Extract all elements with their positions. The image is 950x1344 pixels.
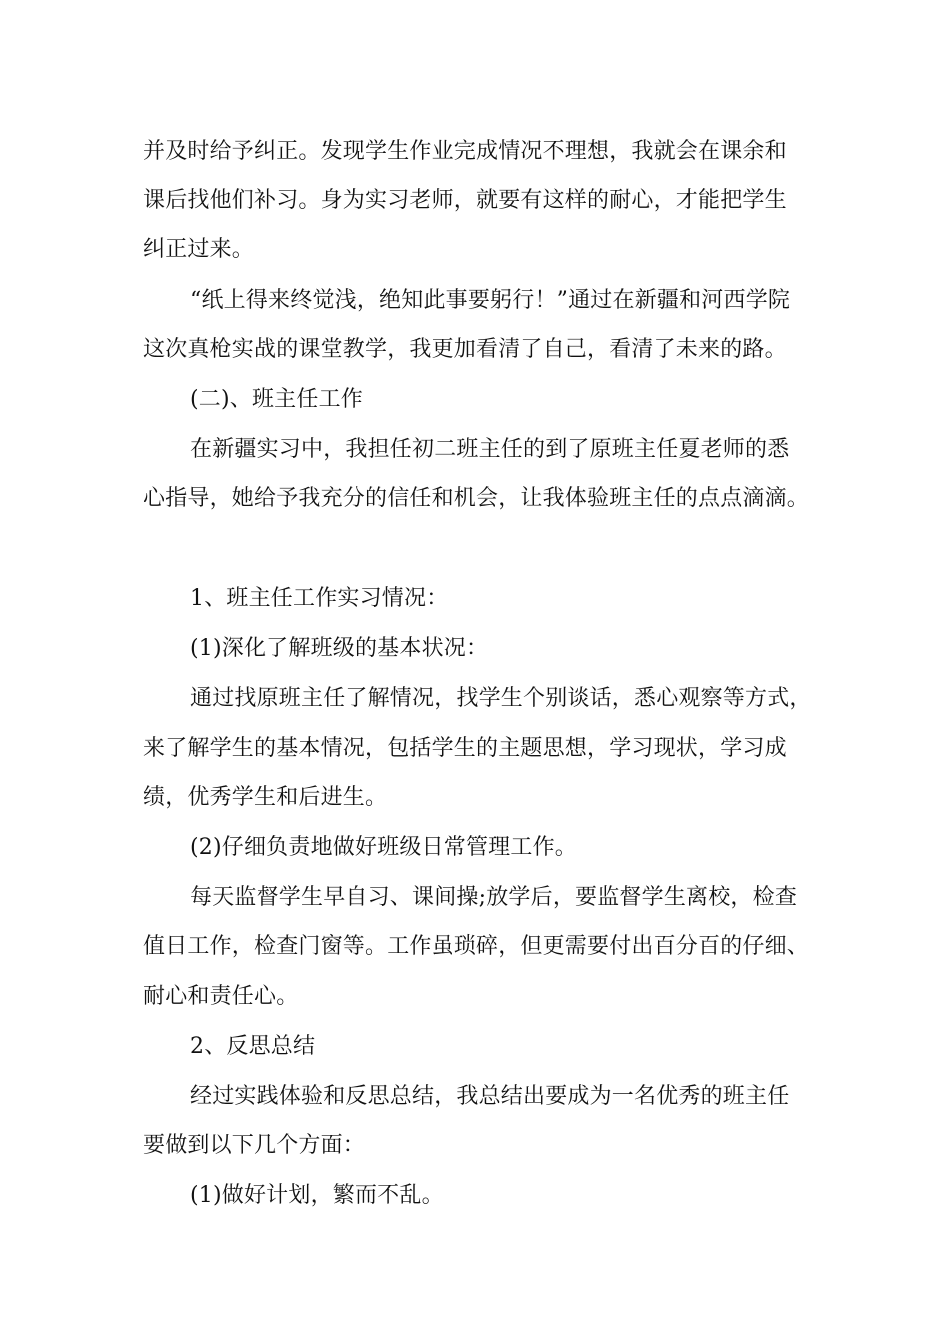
text-line: 纠正过来。	[143, 237, 255, 262]
text-line: 来了解学生的基本情况，包括学生的主题思想，学习现状，学习成	[143, 736, 787, 761]
subsection-heading: (2)仔细负责地做好班级日常管理工作。	[190, 835, 577, 860]
subsection-heading: (1)深化了解班级的基本状况：	[190, 636, 489, 661]
section-heading: 1、班主任工作实习情况：	[190, 586, 449, 611]
subsection-heading: (1)做好计划，繁而不乱。	[190, 1183, 444, 1208]
text-line: 绩，优秀学生和后进生。	[143, 785, 388, 810]
text-line: 耐心和责任心。	[143, 984, 299, 1009]
text-line: 通过找原班主任了解情况，找学生个别谈话，悉心观察等方式，	[190, 686, 812, 711]
text-line: 并及时给予纠正。发现学生作业完成情况不理想，我就会在课余和	[143, 139, 787, 164]
text-line: 课后找他们补习。身为实习老师，就要有这样的耐心，才能把学生	[143, 188, 787, 213]
section-heading: 2、反思总结	[190, 1034, 316, 1059]
section-heading: (二)、班主任工作	[190, 387, 363, 412]
text-line: 值日工作，检查门窗等。工作虽琐碎，但更需要付出百分百的仔细、	[143, 934, 810, 959]
text-line: “纸上得来终觉浅，绝知此事要躬行！”通过在新疆和河西学院	[190, 288, 791, 313]
text-line: 这次真枪实战的课堂教学，我更加看清了自己，看清了未来的路。	[143, 337, 787, 362]
text-line: 每天监督学生早自习、课间操;放学后，要监督学生离校，检查	[190, 885, 798, 910]
text-line: 在新疆实习中，我担任初二班主任的到了原班主任夏老师的悉	[190, 437, 790, 462]
text-line: 经过实践体验和反思总结，我总结出要成为一名优秀的班主任	[190, 1084, 790, 1109]
text-line: 要做到以下几个方面：	[143, 1133, 366, 1158]
text-line: 心指导，她给予我充分的信任和机会，让我体验班主任的点点滴滴。	[143, 486, 810, 511]
